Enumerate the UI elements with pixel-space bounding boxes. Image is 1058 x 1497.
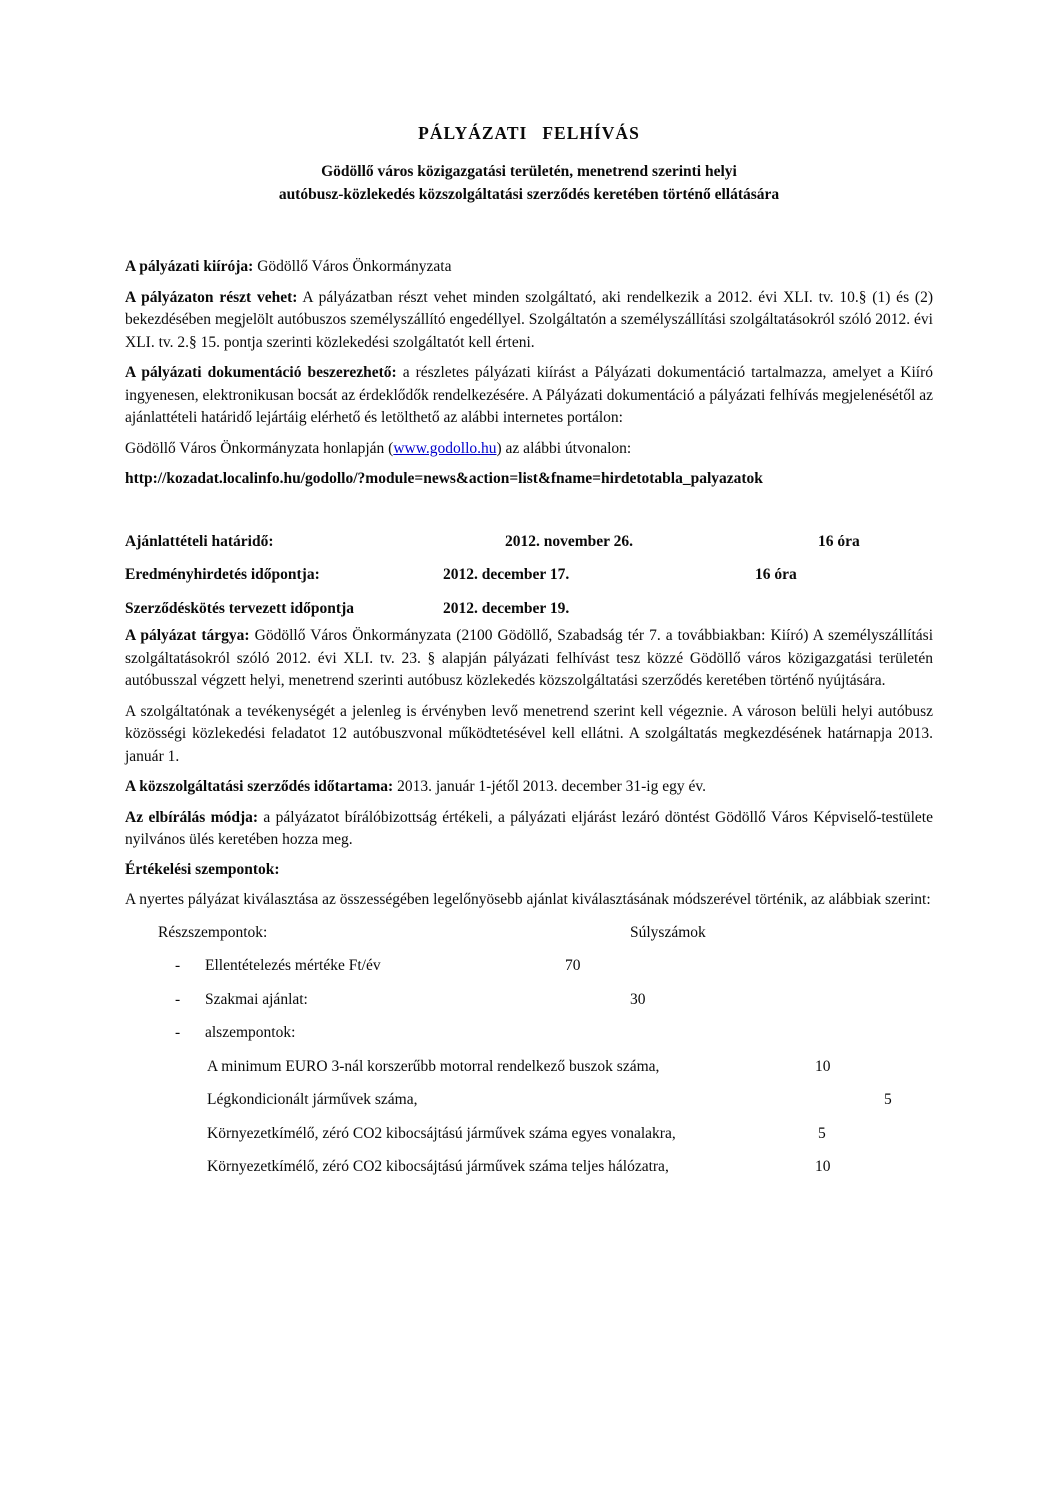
bullet-dash: - [175, 1024, 181, 1041]
deadline-date: 2012. november 26. [505, 532, 634, 550]
subcriteria-label: Légkondicionált járművek száma, [207, 1091, 418, 1108]
portal-url: http://kozadat.localinfo.hu/godollo/?module=news&action=list&fname=hirdetotabla_palyazatok [125, 470, 763, 487]
criteria-item-weight: 70 [565, 957, 581, 974]
subcriteria-label: Környezetkímélő, zéró CO2 kibocsájtású járművek száma teljes hálózatra, [207, 1158, 669, 1175]
paragraph-eligibility [125, 287, 933, 355]
subcriteria-air-conditioned [125, 1089, 933, 1112]
criteria-header-left: Részszempontok: [158, 923, 268, 941]
deadline-row-offer [125, 531, 933, 554]
subtitle-line-1: Gödöllő város közigazgatási területén, menetrend szerinti helyi [321, 163, 737, 180]
issuer-text: Gödöllő Város Önkormányzata [253, 258, 452, 275]
paragraph-issuer [125, 256, 933, 279]
subcriteria-zero-co2-full-network [125, 1156, 933, 1179]
duration-text: 2013. január 1-jétől 2013. december 31-ig egy év. [393, 778, 706, 795]
deadline-row-results [125, 564, 933, 587]
criteria-item-label: Szakmai ajánlat: [205, 990, 308, 1008]
paragraph-evaluation-method [125, 807, 933, 852]
paragraph-selection: A nyertes pályázat kiválasztása az összességében legelőnyösebb ajánlat kiválasztásának módszerével történik, az alábbiak szerint: [125, 891, 931, 908]
criteria-item-weight: 30 [630, 990, 646, 1008]
documentation-text: a részletes pályázati kiírást a Pályázati dokumentáció tartalmazza, amelyet a Kiíró ingyenesen, elektronikusan bocsát az érdeklődők rendelkezésére. A Pályázati dokumentáció a pályázati felhívás megjelenésétől az ajánlattételi határidő lejártáig elérhető és letölthető az alábbi internetes portálon: [125, 364, 934, 426]
subcriteria-euro3-buses [125, 1056, 933, 1079]
subcriteria-weight: 5 [818, 1124, 826, 1142]
deadline-label: Ajánlattételi határidő: [125, 532, 274, 550]
subject-label: A pályázat tárgya: [125, 627, 250, 644]
deadline-date: 2012. december 19. [443, 599, 570, 617]
document-content [125, 0, 933, 1190]
subtitle-line-2: autóbusz-közlekedés közszolgáltatási szerződés keretében történő ellátására [278, 186, 780, 203]
paragraph-operation: A szolgáltatónak a tevékenységét a jelenleg is érvényben levő menetrend szerint kell végeznie. A városon belüli helyi autóbusz közösségi közlekedési feladatot 12 autóbuszvonal működtetésével kell ellátni. A szolgáltatás megkezdésének határnapja 2013. január 1. [125, 702, 933, 765]
godollo-website-link[interactable]: www.godollo.hu [393, 439, 497, 457]
subject-text: Gödöllő Város Önkormányzata (2100 Gödöllő, Szabadság tér 7. a továbbiakban: Kiíró) A személyszállítási szolgáltatásokról szóló 2012. évi XLI. tv. 23. § alapján pályázati felhívást tesz közzé Gödöllő város közigazgatási területén autóbusszal végzett helyi, menetrend szerinti autóbusz közlekedés közszolgáltatási szerződés keretében történő nyújtására. [125, 627, 934, 689]
criteria-item-label: Ellentételezés mértéke Ft/év [205, 957, 381, 974]
deadline-label: Eredményhirdetés időpontja: [125, 566, 320, 583]
subcriteria-label: A minimum EURO 3-nál korszerűbb motorral rendelkező buszok száma, [207, 1057, 660, 1075]
website-suffix: ) az alábbi útvonalon: [496, 439, 632, 457]
criteria-item-subcriteria [125, 1022, 933, 1045]
subcriteria-weight: 10 [815, 1158, 831, 1175]
criteria-header-row [125, 922, 933, 945]
evaluation-method-label: Az elbírálás módja: [125, 808, 259, 826]
criteria-table [125, 922, 933, 1179]
evaluation-method-text: a pályázatot bírálóbizottság értékeli, a pályázati eljárást lezáró döntést Gödöllő Város Képviselő-testülete nyilvános ülés keretében hozza meg. [125, 808, 933, 848]
subcriteria-zero-co2-single-lines [125, 1123, 933, 1146]
criteria-item-professional-offer [125, 989, 933, 1012]
eligibility-text: A pályázatban részt vehet minden szolgáltató, aki rendelkezik a 2012. évi XLI. tv. 10.§ (1) és (2) bekezdésében megjelölt autóbuszos személyszállító engedéllyel. Szolgáltatón a személyszállítási szolgáltatásokról szóló 2012. évi XLI. tv. 2.§ 15. pontja szerinti közlekedési szolgáltatót kell érteni. [125, 288, 933, 351]
criteria-header-right: Súlyszámok [630, 923, 706, 941]
deadline-time: 16 óra [755, 566, 797, 583]
paragraph-duration [125, 776, 933, 799]
document-title: PÁLYÁZATI FELHÍVÁS [418, 123, 640, 143]
deadline-time: 16 óra [818, 532, 860, 550]
document-subtitle [125, 160, 933, 206]
criteria-item-compensation [125, 955, 933, 978]
bullet-dash: - [175, 990, 181, 1008]
criteria-item-label: alszempontok: [205, 1024, 296, 1041]
subcriteria-weight: 10 [815, 1057, 831, 1075]
deadline-date: 2012. december 17. [443, 566, 570, 583]
subcriteria-label: Környezetkímélő, zéró CO2 kibocsájtású járművek száma egyes vonalakra, [207, 1124, 676, 1142]
documentation-label: A pályázati dokumentáció beszerezhető: [125, 364, 397, 381]
eligibility-label: A pályázaton részt vehet: [125, 288, 298, 306]
duration-label: A közszolgáltatási szerződés időtartama: [125, 778, 394, 795]
subcriteria-weight: 5 [884, 1091, 892, 1108]
website-prefix: Gödöllő Város Önkormányzata honlapján ( [125, 439, 394, 457]
deadline-row-contract [125, 598, 933, 621]
issuer-label: A pályázati kiírója: [125, 258, 254, 275]
paragraph-subject [125, 625, 933, 693]
evaluation-header: Értékelési szempontok: [125, 860, 280, 878]
bullet-dash: - [175, 957, 181, 974]
deadline-label: Szerződéskötés tervezett időpontja [125, 599, 354, 617]
paragraph-website [125, 438, 933, 461]
paragraph-documentation [125, 362, 933, 430]
deadlines-table [125, 531, 933, 621]
